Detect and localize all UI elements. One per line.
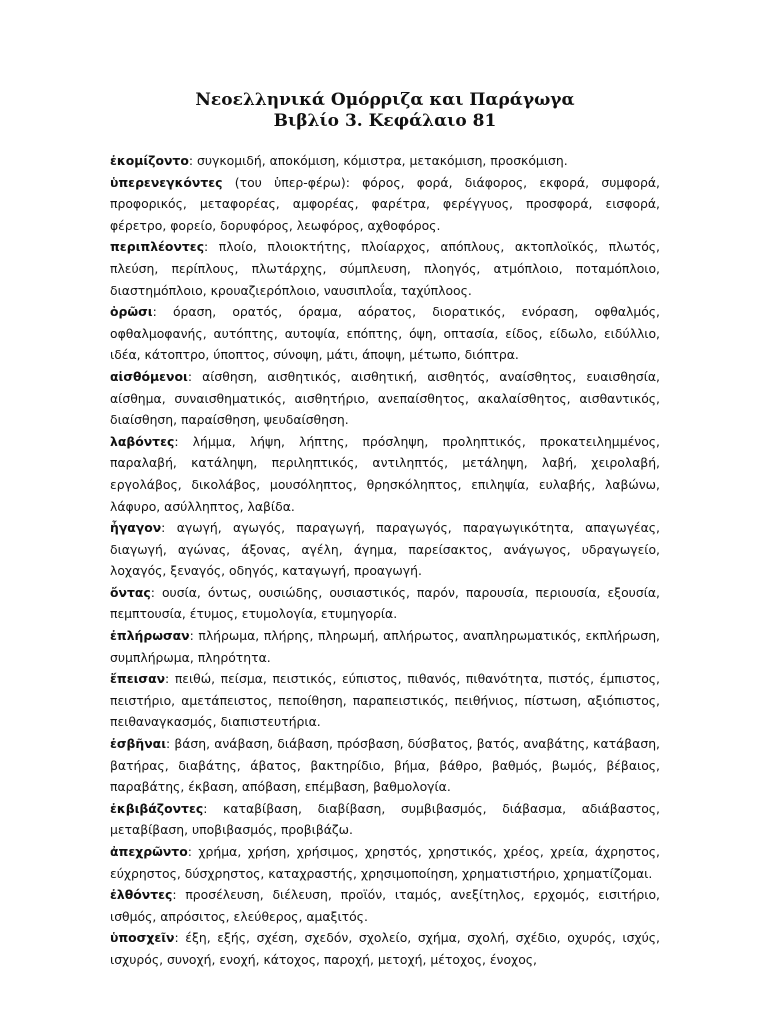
entry-headword: λαβόντες — [110, 433, 175, 449]
entry-separator: : — [150, 584, 162, 600]
entry-derivatives: λήμμα, λήψη, λήπτης, πρόσληψη, προληπτικός, προκατειλημμένος, παραλαβή, κατάληψη, περιληπτικός, αντιληπτός, μετάληψη, λαβή, χειρολαβή, εργολάβος, δικολάβος, μουσόληπτος, θρησκόληπτος, επιληψία, ευλαβής, λαβώνω, λάφυρο, ασύλληπτος, λαβίδα. — [110, 433, 660, 514]
document-page — [110, 90, 660, 971]
entry-derivatives: πειθώ, πείσμα, πειστικός, εύπιστος, πιθανός, πιθανότητα, πιστός, έμπιστος, πειστήριο, αμετάπειστος, πεποίθηση, παραπειστικός, πειθήνιος, πίστωση, αξιόπιστος, πειθαναγκασμός, διαπιστευτήρια. — [110, 671, 660, 730]
entry-derivatives: χρήμα, χρήση, χρήσιμος, χρηστός, χρηστικός, χρέος, χρεία, άχρηστος, εύχρηστος, δύσχρηστος, καταχραστής, χρησιμοποίηση, χρηματιστήριο, χρηματίζομαι. — [110, 844, 660, 881]
entry-ekbibazontes — [110, 798, 660, 841]
entry-headword: ἐσβῆναι — [110, 736, 167, 752]
entry-separator: : — [188, 153, 197, 168]
entry-hyposchein — [110, 927, 660, 970]
entry-derivatives: αγωγή, αγωγός, παραγωγή, παραγωγός, παραγωγικότητα, απαγωγέας, διαγωγή, αγώνας, άξονας, αγέλη, άγημα, παρείσακτος, ανάγωγος, υδραγωγείο, λοχαγός, ξεναγός, οδηγός, καταγωγή, προαγωγή. — [110, 520, 660, 579]
entry-separator: : — [152, 304, 173, 320]
entry-epeisan — [110, 668, 660, 733]
entry-separator — [223, 175, 235, 190]
entry-ekomizonto — [110, 150, 660, 172]
entry-horosi — [110, 301, 660, 366]
document-title: Νεοελληνικά Ομόρριζα και Παράγωγα — [195, 90, 575, 110]
entry-headword: ἦγαγον — [110, 520, 162, 536]
entry-derivatives: βάση, ανάβαση, διάβαση, πρόσβαση, δύσβατος, βατός, αναβάτης, κατάβαση, βατήρας, διαβάτης, άβατος, βακτηρίδιο, βήμα, βάθρο, βαθμός, βωμός, βέβαιος, παραβάτης, έκβαση, απόβαση, επέμβαση, βαθμολογία. — [110, 736, 660, 795]
title-block — [110, 90, 660, 132]
entry-separator: : — [187, 368, 203, 384]
entry-separator: : — [165, 671, 175, 687]
entry-headword: ἐπλήρωσαν — [110, 628, 190, 644]
entry-derivatives: έξη, εξής, σχέση, σχεδόν, σχολείο, σχήμα, σχολή, σχέδιο, οχυρός, ισχύς, ισχυρός, συνοχή, ενοχή, κάτοχος, παροχή, μετοχή, μέτοχος, ένοχος, — [110, 930, 660, 967]
entry-ontas — [110, 582, 660, 625]
entry-headword: ὑποσχεῖν — [110, 930, 175, 946]
entry-separator: : — [161, 520, 177, 536]
entry-derivatives: συγκομιδή, αποκόμιση, κόμιστρα, μετακόμιση, προσκόμιση. — [196, 153, 568, 168]
entry-derivatives: όραση, ορατός, όραμα, αόρατος, διορατικός, ενόραση, οφθαλμός, οφθαλμοφανής, αυτόπτης, αυτοψία, επόπτης, όψη, οπτασία, είδος, είδωλο, ειδύλλιο, ιδέα, κάτοπτρο, ύποπτος, σύνοψη, μάτι, άποψη, μέτωπο, διόπτρα. — [110, 304, 660, 363]
entry-headword: ὁρῶσι — [110, 304, 153, 320]
entry-hyperenegkontes — [110, 172, 660, 237]
entry-separator: : — [204, 239, 219, 255]
entry-aisthomenoi — [110, 366, 660, 431]
entry-separator: : — [172, 887, 186, 903]
entry-headword: ὄντας — [110, 584, 151, 600]
entry-egagon — [110, 517, 660, 582]
entry-headword: ἀπεχρῶντο — [110, 844, 188, 859]
entry-apechronto — [110, 841, 660, 884]
entry-elthontes — [110, 884, 660, 927]
entry-derivatives: πλήρωμα, πλήρης, πληρωμή, απλήρωτος, αναπληρωματικός, εκπλήρωση, συμπλήρωμα, πληρότητα. — [110, 628, 660, 665]
entry-headword: αἰσθόμενοι — [110, 368, 188, 384]
entry-headword: ἐκβιβάζοντες — [110, 800, 204, 816]
entry-separator: : — [189, 628, 199, 644]
entry-derivatives: αίσθηση, αισθητικός, αισθητική, αισθητός, αναίσθητος, ευαισθησία, αίσθημα, συναισθηματικός, αισθητήριο, ανεπαίσθητος, ακαλαίσθητος, αισθαντικός, διαίσθηση, παραίσθηση, ψευδαίσθηση. — [110, 368, 661, 428]
entry-separator: : — [174, 433, 193, 449]
document-subtitle: Βιβλίο 3. Κεφάλαιο 81 — [273, 111, 497, 131]
entry-derivatives: πλοίο, πλοιοκτήτης, πλοίαρχος, απόπλους, ακτοπλοϊκός, πλωτός, πλεύση, περίπλους, πλωτάρχης, σύμπλευση, πλοηγός, ατμόπλοιο, ποταμόπλοιο, διαστημόπλοιο, κρουαζιερόπλοιο, ναυσιπλοΐα, ταχύπλοος. — [110, 239, 660, 298]
entry-headword: ὑπερενεγκόντες — [110, 174, 223, 190]
entry-list — [110, 150, 660, 971]
entry-headword: ἐλθόντες — [110, 887, 173, 903]
entry-labontes — [110, 431, 660, 517]
entry-separator: : — [166, 736, 175, 752]
entry-headword: περιπλέοντες — [110, 239, 205, 255]
entry-derivatives: προσέλευση, διέλευση, προϊόν, ιταμός, ανεξίτηλος, ερχομός, εισιτήριο, ισθμός, απρόσιτος, ελεύθερος, αμαξιτός. — [110, 887, 660, 924]
entry-separator: : — [174, 930, 186, 946]
entry-esbenai — [110, 733, 660, 798]
entry-separator: : — [187, 844, 199, 859]
entry-derivatives: ουσία, όντως, ουσιώδης, ουσιαστικός, παρόν, παρουσία, περιουσία, εξουσία, πεμπτουσία, έτυμος, ετυμολογία, ετυμηγορία. — [110, 584, 660, 622]
entry-peripleontes — [110, 236, 660, 301]
entry-derivatives: καταβίβαση, διαβίβαση, συμβιβασμός, διάβασμα, αδιάβαστος, μεταβίβαση, υποβιβασμός, προβιβάζω. — [110, 800, 660, 838]
entry-headword: ἔπεισαν — [110, 671, 166, 687]
entry-separator: : — [203, 800, 224, 816]
entry-eplerosan — [110, 625, 660, 668]
entry-derivatives: (του ὑπερ-φέρω): φόρος, φορά, διάφορος, εκφορά, συμφορά, προφορικός, μεταφορέας, αμφορέας, φαρέτρα, φερέγγυος, προσφορά, εισφορά, φέρετρο, φορείο, δορυφόρος, λεωφόρος, αχθοφόρος. — [110, 174, 660, 233]
entry-headword: ἐκομίζοντο — [110, 153, 189, 168]
